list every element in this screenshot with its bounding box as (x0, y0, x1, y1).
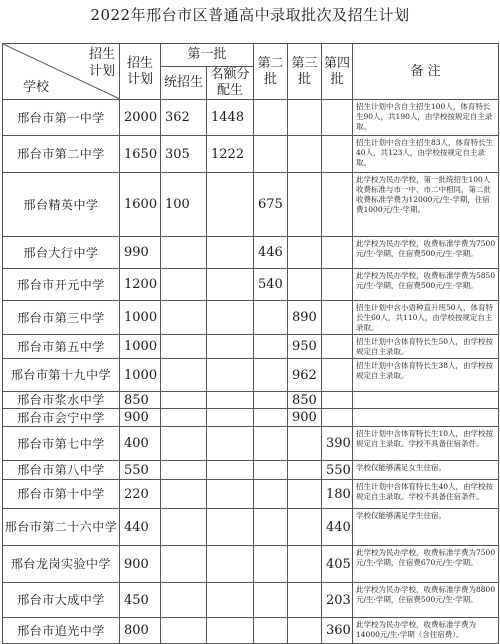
table-row (3, 583, 499, 618)
table-row (3, 509, 499, 546)
table-row (3, 359, 499, 392)
note-cell: 招生计划中含体育特长生50人，由学校按规定自主录取。 (353, 335, 499, 359)
third-batch-cell: 900 (288, 409, 322, 427)
third-batch-cell (288, 583, 322, 618)
second-batch-cell (254, 509, 288, 546)
plan-cell: 900 (120, 409, 161, 427)
unified-cell (161, 583, 207, 618)
table-row (3, 618, 499, 644)
note-cell: 招生计划中含体育特长生40人，由学校按规定自主录取。学校不具备住宿条件。 (353, 480, 499, 509)
unified-cell (161, 392, 207, 409)
note-cell: 此学校为民办学校，收费标准学费为14000元/生·学期（含住宿费）。 (353, 618, 499, 644)
fourth-batch-cell (322, 269, 353, 301)
corner-plan-label (89, 46, 115, 80)
second-batch-cell (254, 335, 288, 359)
table-row (3, 237, 499, 269)
fourth-batch-cell (322, 136, 353, 173)
table-body (3, 100, 499, 644)
note-cell (353, 392, 499, 409)
school-name-cell: 邢台大行中学 (3, 237, 120, 269)
fourth-batch-cell: 405 (322, 546, 353, 583)
plan-cell: 1600 (120, 173, 161, 237)
table-row (3, 392, 499, 409)
note-cell: 招生计划中含体育特长生38人，由学校按规定自主录取。 (353, 359, 499, 392)
plan-cell: 990 (120, 237, 161, 269)
fourth-batch-cell (322, 237, 353, 269)
third-batch-cell (288, 100, 322, 136)
note-cell: 此学校为民办学校，收费标准学费为7500元/生·学期，住宿费670元/生·学期。 (353, 546, 499, 583)
fourth-batch-cell: 550 (322, 461, 353, 480)
quota-cell (207, 392, 254, 409)
school-name-cell: 邢台市第五中学 (3, 335, 120, 359)
quota-cell (207, 546, 254, 583)
note-cell (353, 409, 499, 427)
third-batch-cell: 850 (288, 392, 322, 409)
quota-header: 名额分配生 (207, 67, 254, 100)
fourth-batch-cell (322, 100, 353, 136)
unified-cell (161, 509, 207, 546)
quota-cell (207, 269, 254, 301)
note-cell: 招生计划中含自主招生83人，体育特长生40人，共123人，由学校按规定自主录取。 (353, 136, 499, 173)
quota-cell (207, 335, 254, 359)
second-batch-cell (254, 480, 288, 509)
unified-cell (161, 335, 207, 359)
third-batch-cell: 962 (288, 359, 322, 392)
school-name-cell: 邢台市第三中学 (3, 301, 120, 335)
plan-cell: 1650 (120, 136, 161, 173)
corner-plan-label-line2: 计划 (88, 64, 115, 79)
fourth-batch-cell (322, 392, 353, 409)
quota-cell (207, 509, 254, 546)
fourth-batch-cell (322, 335, 353, 359)
school-name-cell: 邢台市第十中学 (3, 480, 120, 509)
note-cell: 招生计划中含自主招生100人，体育特长生90人，共190人，由学校按规定自主录取。 (353, 100, 499, 136)
corner-school-label: 学校 (23, 80, 50, 95)
school-name-cell: 邢台市第八中学 (3, 461, 120, 480)
quota-cell (207, 359, 254, 392)
fourth-batch-cell (322, 301, 353, 335)
table-row (3, 100, 499, 136)
table-row (3, 301, 499, 335)
fourth-batch-cell (322, 409, 353, 427)
third-batch-header: 第三批 (288, 44, 322, 100)
plan-cell: 2000 (120, 100, 161, 136)
quota-cell (207, 480, 254, 509)
school-name-cell: 邢台市会宁中学 (3, 409, 120, 427)
table-row (3, 409, 499, 427)
plan-cell: 1000 (120, 335, 161, 359)
unified-cell (161, 359, 207, 392)
plan-cell: 220 (120, 480, 161, 509)
third-batch-cell (288, 461, 322, 480)
plan-cell: 400 (120, 427, 161, 461)
fourth-batch-header: 第四批 (322, 44, 353, 100)
school-name-cell: 邢台市第二十六中学 (3, 509, 120, 546)
unified-cell (161, 237, 207, 269)
fourth-batch-cell: 203 (322, 583, 353, 618)
note-cell: 招生计划中含小语种直升班50人，体育特长生60人，共110人，由学校按规定自主录取。 (353, 301, 499, 335)
quota-cell (207, 301, 254, 335)
third-batch-cell: 890 (288, 301, 322, 335)
fourth-batch-cell: 440 (322, 509, 353, 546)
corner-plan-label-line1: 招生 (88, 47, 115, 62)
second-batch-cell (254, 583, 288, 618)
unified-cell (161, 269, 207, 301)
second-batch-cell (254, 546, 288, 583)
unified-cell (161, 546, 207, 583)
third-batch-cell: 950 (288, 335, 322, 359)
school-name-cell: 邢台市第二中学 (3, 136, 120, 173)
notes-header: 备 注 (353, 44, 499, 100)
third-batch-cell (288, 173, 322, 237)
school-name-cell: 邢台市第七中学 (3, 427, 120, 461)
note-cell: 此学校为民办学校，第一批统招生100人收费标准与市一中、市二中相同，第二批收费标准学费为12000元/生·学期，住宿费1000元/生·学期。 (353, 173, 499, 237)
fourth-batch-cell (322, 359, 353, 392)
quota-cell (207, 583, 254, 618)
second-batch-header: 第二批 (254, 44, 288, 100)
plan-cell: 900 (120, 546, 161, 583)
quota-cell (207, 427, 254, 461)
school-name-cell: 邢台市追光中学 (3, 618, 120, 644)
table-row (3, 136, 499, 173)
quota-cell (207, 173, 254, 237)
fourth-batch-cell: 360 (322, 618, 353, 644)
table-row (3, 427, 499, 461)
unified-header: 统招生 (161, 67, 207, 100)
plan-cell: 1000 (120, 301, 161, 335)
corner-header-cell (3, 44, 120, 100)
unified-cell (161, 618, 207, 644)
quota-cell (207, 461, 254, 480)
school-name-cell: 邢台市浆水中学 (3, 392, 120, 409)
quota-cell (207, 237, 254, 269)
plan-cell: 800 (120, 618, 161, 644)
fourth-batch-cell: 180 (322, 480, 353, 509)
page-title: 2022年邢台市区普通高中录取批次及招生计划 (90, 6, 410, 24)
second-batch-cell: 675 (254, 173, 288, 237)
second-batch-cell (254, 136, 288, 173)
school-name-cell: 邢台市第十九中学 (3, 359, 120, 392)
second-batch-cell (254, 461, 288, 480)
admission-table (2, 43, 499, 644)
second-batch-cell (254, 301, 288, 335)
second-batch-cell (254, 618, 288, 644)
second-batch-cell: 540 (254, 269, 288, 301)
second-batch-cell: 446 (254, 237, 288, 269)
plan-cell: 440 (120, 509, 161, 546)
table-row (3, 480, 499, 509)
plan-header: 招生计划 (120, 44, 161, 100)
third-batch-cell (288, 427, 322, 461)
second-batch-cell (254, 409, 288, 427)
third-batch-cell (288, 509, 322, 546)
table-row (3, 335, 499, 359)
quota-cell (207, 409, 254, 427)
unified-cell: 305 (161, 136, 207, 173)
note-cell: 学校仅能够满足学生住宿。 (353, 509, 499, 546)
fourth-batch-cell (322, 173, 353, 237)
quota-cell: 1448 (207, 100, 254, 136)
school-name-cell: 邢台龙岗实验中学 (3, 546, 120, 583)
plan-cell: 1200 (120, 269, 161, 301)
second-batch-cell (254, 427, 288, 461)
third-batch-cell (288, 480, 322, 509)
unified-cell (161, 427, 207, 461)
third-batch-cell (288, 237, 322, 269)
table-row (3, 461, 499, 480)
note-cell: 招生计划中含体育特长生10人，由学校按规定自主录取。学校不具备住宿条件。 (353, 427, 499, 461)
school-name-cell: 邢台精英中学 (3, 173, 120, 237)
unified-cell (161, 409, 207, 427)
third-batch-cell (288, 546, 322, 583)
school-name-cell: 邢台市第一中学 (3, 100, 120, 136)
school-name-cell: 邢台市大成中学 (3, 583, 120, 618)
note-cell: 此学校为民办学校，收费标准学费为5850元/生·学期，住宿费500元/生·学期。 (353, 269, 499, 301)
plan-cell: 850 (120, 392, 161, 409)
unified-cell (161, 480, 207, 509)
first-batch-header: 第一批 (161, 44, 254, 67)
third-batch-cell (288, 269, 322, 301)
unified-cell (161, 461, 207, 480)
quota-cell: 1222 (207, 136, 254, 173)
plan-cell: 1000 (120, 359, 161, 392)
quota-cell (207, 618, 254, 644)
third-batch-cell (288, 136, 322, 173)
table-row (3, 546, 499, 583)
second-batch-cell (254, 359, 288, 392)
second-batch-cell (254, 392, 288, 409)
plan-cell: 450 (120, 583, 161, 618)
note-cell: 此学校为民办学校，收费标准学费为7500元/生·学期，住宿费500元/生·学期。 (353, 237, 499, 269)
fourth-batch-cell: 390 (322, 427, 353, 461)
note-cell: 此学校为民办学校，收费标准学费为8800元/生·学期，住宿费500元/生·学期。 (353, 583, 499, 618)
school-name-cell: 邢台市开元中学 (3, 269, 120, 301)
second-batch-cell (254, 100, 288, 136)
unified-cell: 100 (161, 173, 207, 237)
plan-cell: 550 (120, 461, 161, 480)
table-row (3, 269, 499, 301)
unified-cell (161, 301, 207, 335)
note-cell: 学校仅能够满足女生住宿。 (353, 461, 499, 480)
unified-cell: 362 (161, 100, 207, 136)
table-row (3, 173, 499, 237)
third-batch-cell (288, 618, 322, 644)
